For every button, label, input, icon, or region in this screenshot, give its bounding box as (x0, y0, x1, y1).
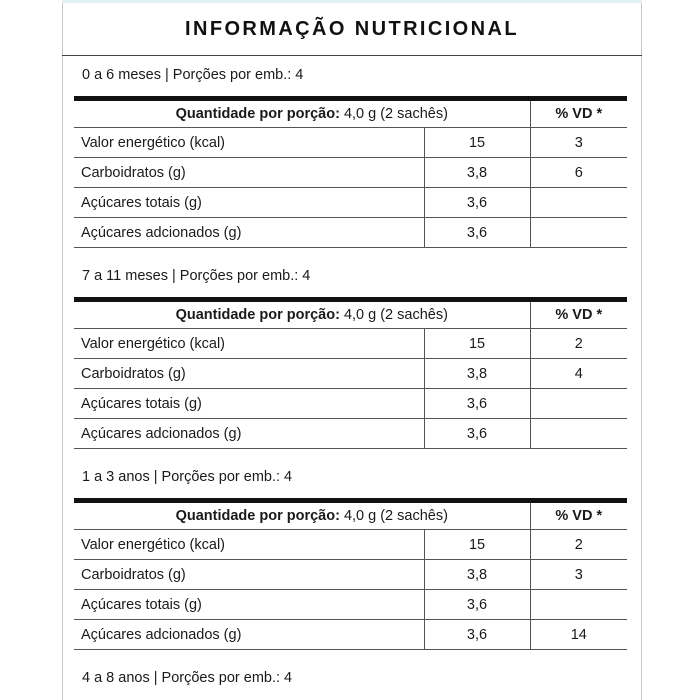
nutrient-vd (530, 389, 627, 419)
nutrient-quantity: 15 (424, 329, 530, 359)
nutrient-quantity: 3,6 (424, 419, 530, 449)
nutrition-table-1-3-anos (74, 498, 627, 650)
table-row (74, 389, 627, 419)
table-row (74, 218, 627, 248)
nutrient-vd (530, 188, 627, 218)
table-row (74, 620, 627, 650)
serving-size-header (74, 99, 530, 128)
section-heading-0-6-meses: 0 a 6 meses | Porções por emb.: 4 (82, 67, 304, 83)
table-row (74, 530, 627, 560)
section-heading-1-3-anos: 1 a 3 anos | Porções por emb.: 4 (82, 469, 293, 485)
table-row (74, 329, 627, 359)
serving-size-label: Quantidade por porção: (175, 307, 340, 323)
nutrient-name: Açúcares adcionados (g) (74, 419, 424, 449)
nutrient-quantity: 3,6 (424, 188, 530, 218)
nutrient-name: Açúcares adcionados (g) (74, 620, 424, 650)
serving-size-label: Quantidade por porção: (175, 106, 340, 122)
table-header-row (74, 501, 627, 530)
table-row (74, 560, 627, 590)
vd-header: % VD * (530, 501, 627, 530)
nutrient-name: Açúcares totais (g) (74, 590, 424, 620)
table-row (74, 419, 627, 449)
serving-size-label: Quantidade por porção: (175, 508, 340, 524)
nutrient-name: Valor energético (kcal) (74, 530, 424, 560)
nutrient-quantity: 15 (424, 128, 530, 158)
nutrient-quantity: 3,6 (424, 590, 530, 620)
nutrient-vd (530, 419, 627, 449)
nutrient-vd: 14 (530, 620, 627, 650)
nutrient-name: Carboidratos (g) (74, 359, 424, 389)
table-header-row (74, 300, 627, 329)
table-row (74, 128, 627, 158)
nutrient-vd (530, 590, 627, 620)
nutrient-name: Açúcares totais (g) (74, 188, 424, 218)
page-title: INFORMAÇÃO NUTRICIONAL (185, 18, 519, 40)
serving-size-header (74, 501, 530, 530)
vd-header: % VD * (530, 99, 627, 128)
serving-size-value: 4,0 g (2 sachês) (343, 106, 448, 122)
nutrient-vd: 3 (530, 128, 627, 158)
nutrient-quantity: 3,8 (424, 158, 530, 188)
nutrient-quantity: 3,6 (424, 620, 530, 650)
nutrient-quantity: 15 (424, 530, 530, 560)
serving-size-value: 4,0 g (2 sachês) (343, 307, 448, 323)
nutrient-vd: 4 (530, 359, 627, 389)
nutrient-vd (530, 218, 627, 248)
serving-size-value: 4,0 g (2 sachês) (343, 508, 448, 524)
nutrient-name: Valor energético (kcal) (74, 128, 424, 158)
table-row (74, 158, 627, 188)
nutrient-quantity: 3,6 (424, 389, 530, 419)
nutrient-name: Açúcares totais (g) (74, 389, 424, 419)
title-divider (62, 55, 642, 56)
section-heading-7-11-meses: 7 a 11 meses | Porções por emb.: 4 (82, 268, 311, 284)
nutrient-name: Açúcares adcionados (g) (74, 218, 424, 248)
table-header-row (74, 99, 627, 128)
nutrient-vd: 2 (530, 530, 627, 560)
vd-header: % VD * (530, 300, 627, 329)
nutrient-name: Carboidratos (g) (74, 158, 424, 188)
nutrition-table-0-6-meses (74, 96, 627, 248)
section-heading-4-8-anos: 4 a 8 anos | Porções por emb.: 4 (82, 670, 293, 686)
table-row (74, 188, 627, 218)
nutrient-quantity: 3,6 (424, 218, 530, 248)
table-row (74, 359, 627, 389)
serving-size-header (74, 300, 530, 329)
nutrient-name: Valor energético (kcal) (74, 329, 424, 359)
nutrient-name: Carboidratos (g) (74, 560, 424, 590)
nutrient-quantity: 3,8 (424, 359, 530, 389)
table-row (74, 590, 627, 620)
nutrient-quantity: 3,8 (424, 560, 530, 590)
nutrient-vd: 6 (530, 158, 627, 188)
nutrient-vd: 2 (530, 329, 627, 359)
nutrition-table-7-11-meses (74, 297, 627, 449)
nutrient-vd: 3 (530, 560, 627, 590)
